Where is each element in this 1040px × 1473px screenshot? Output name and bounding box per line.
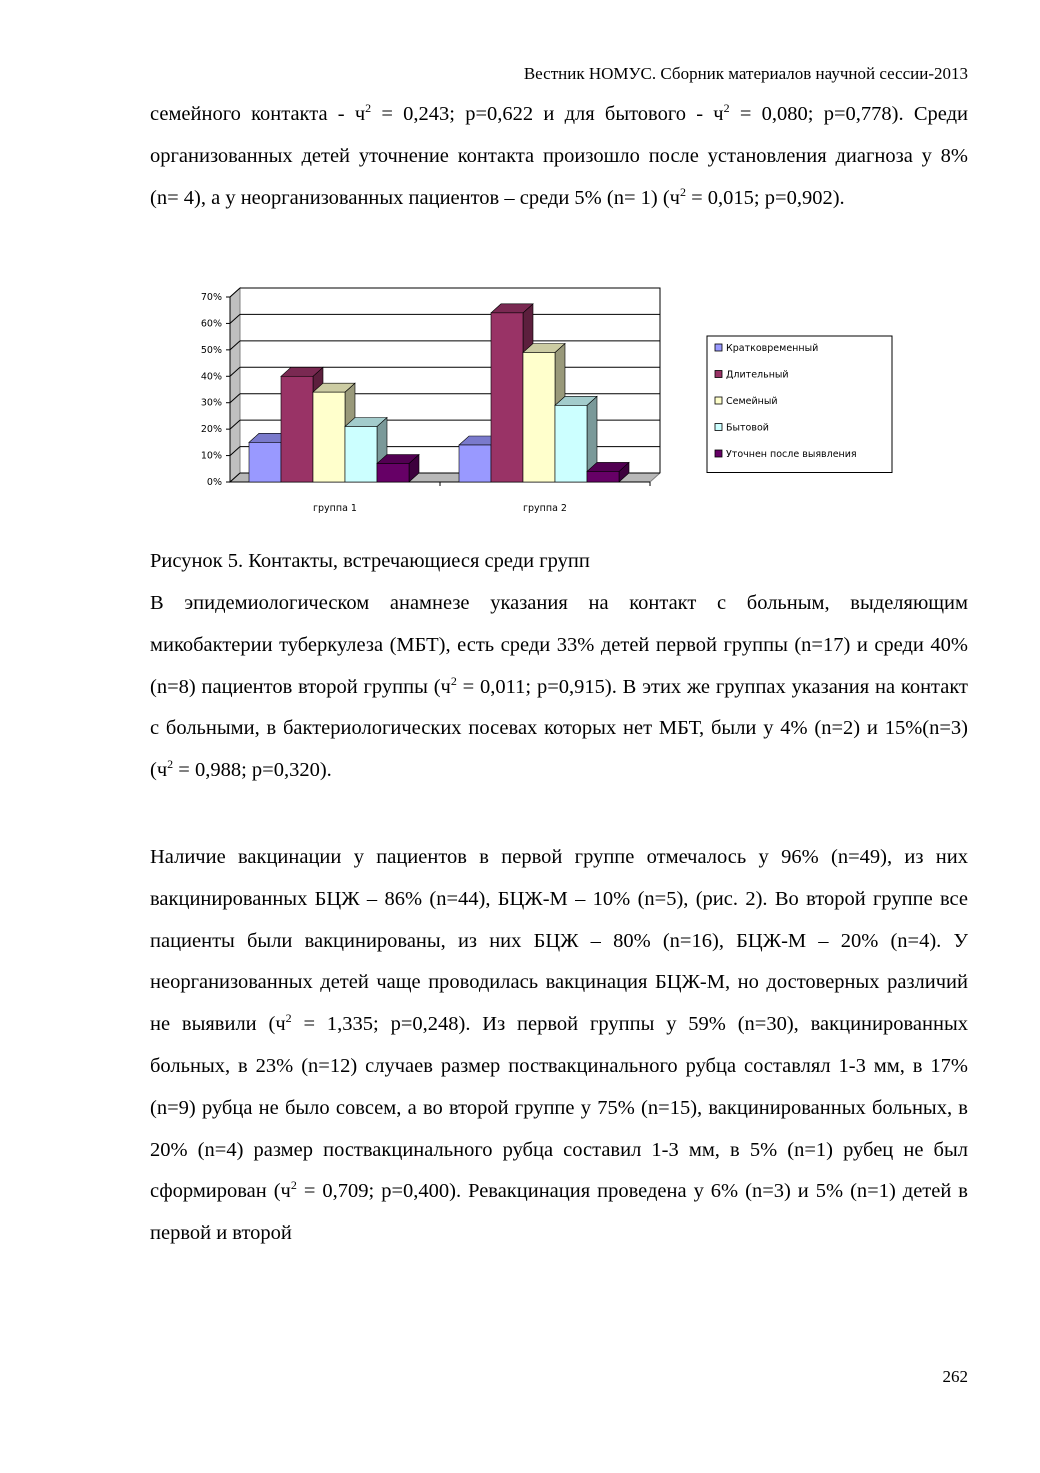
superscript: 2 (290, 1178, 297, 1193)
legend-label: Уточнен после выявления (726, 449, 857, 460)
y-tick-label: 50% (200, 344, 222, 356)
text-run: В эпидемиологическом анамнезе указания на контакт с больным, выделяющим микобактерии туберкулеза (МБТ), есть среди 33% детей первой группы (n=17) и среди 40% (n=8) пациентов второй группы (ч (150, 592, 968, 698)
legend-label: Длительный (726, 369, 789, 381)
superscript: 2 (450, 673, 457, 688)
bar (281, 376, 313, 482)
x-tick-label: группа 2 (523, 503, 567, 514)
paragraph-epidemiology (150, 583, 968, 792)
bar-chart-svg (180, 285, 900, 520)
y-tick-label: 10% (200, 450, 222, 462)
figure-caption: Рисунок 5. Контакты, встречающиеся среди групп (150, 550, 590, 572)
text-run: = 0,243; р=0,622 и для бытового - ч (371, 103, 724, 125)
legend-label: Бытовой (726, 422, 769, 434)
text-run: = 0,015; р=0,902). (686, 186, 845, 209)
bar (377, 464, 409, 483)
bar (523, 353, 555, 483)
paragraph-contacts-stats (150, 94, 968, 219)
bar (555, 405, 587, 482)
running-head: Вестник НОМУС. Сборник материалов научной сессии-2013 (523, 64, 968, 83)
y-tick-label: 20% (200, 424, 222, 436)
superscript: 2 (285, 1011, 292, 1026)
text-run: = 0,080; р=0,778). Среди организованных детей уточнение контакта произошло после установления диагноза у 8% (n= 4), а у неорганизованных пациентов – среди 5% (n= 1) (ч (150, 103, 968, 209)
figure-5-chart (180, 285, 900, 520)
paragraph-text (150, 583, 968, 792)
superscript: 2 (680, 184, 686, 199)
y-tick-label: 30% (200, 397, 222, 409)
bar (313, 392, 345, 482)
legend-swatch (715, 344, 722, 351)
legend-swatch (715, 450, 722, 457)
y-tick-label: 0% (206, 477, 222, 488)
bar (459, 445, 491, 482)
text-run: = 1,335; р=0,248). Из первой группы у 59% (n=30), вакцинированных больных, в 23% (n=12) случаев размер поствакцинального рубца составлял 1-3 мм, в 17% (n=9) рубца не было совсем, а во второй группе у 75% (n=15), вакцинированных больных, в 20% (n=4) размер поствакцинального рубца составил 1-3 мм, в 5% (n=1) рубец не был сформирован (ч (150, 1013, 968, 1203)
bar (491, 313, 523, 482)
y-tick-label: 70% (200, 292, 222, 303)
superscript: 2 (167, 757, 174, 772)
paragraph-text (150, 94, 968, 219)
superscript: 2 (723, 101, 730, 115)
legend-label: Кратковременный (726, 343, 819, 354)
page-number: 262 (942, 1367, 968, 1386)
text-run: семейного контакта - ч (150, 103, 366, 125)
x-tick-label: группа 1 (313, 503, 357, 514)
superscript: 2 (365, 101, 372, 115)
legend-label: Семейный (726, 396, 778, 407)
paragraph-vaccination (150, 837, 968, 1255)
text-run: = 0,011; р=0,915). В этих же группах указания на контакт с больными, в бактериологических посевах которых нет МБТ, были у 4% (n=2) и 15%(n=3) (ч (150, 675, 968, 782)
legend-swatch (715, 397, 722, 404)
text-run: = 0,988; р=0,320). (173, 759, 332, 782)
y-tick-label: 60% (200, 318, 222, 330)
text-run: Наличие вакцинации у пациентов в первой группе отмечалось у 96% (n=49), из них вакцинированных БЦЖ – 86% (n=44), БЦЖ-М – 10% (n=5), (рис. 2). Во второй группе все пациенты были вакцинированы, из них БЦЖ – 80% (n=16), БЦЖ-М – 20% (n=4). У неорганизованных детей чаще проводилась вакцинация БЦЖ-М, но достоверных различий не выявили (ч (150, 846, 968, 1036)
legend-swatch (715, 371, 722, 378)
legend-swatch (715, 424, 722, 431)
chart-side-wall (230, 288, 240, 482)
paragraph-text (150, 837, 968, 1255)
bar (345, 427, 377, 483)
y-tick-label: 40% (200, 371, 222, 383)
text-run: = 0,709; р=0,400). Ревакцинация проведена у 6% (n=3) и 5% (n=1) детей в первой и второй (150, 1180, 968, 1245)
bar (587, 471, 619, 482)
bar (249, 442, 281, 482)
